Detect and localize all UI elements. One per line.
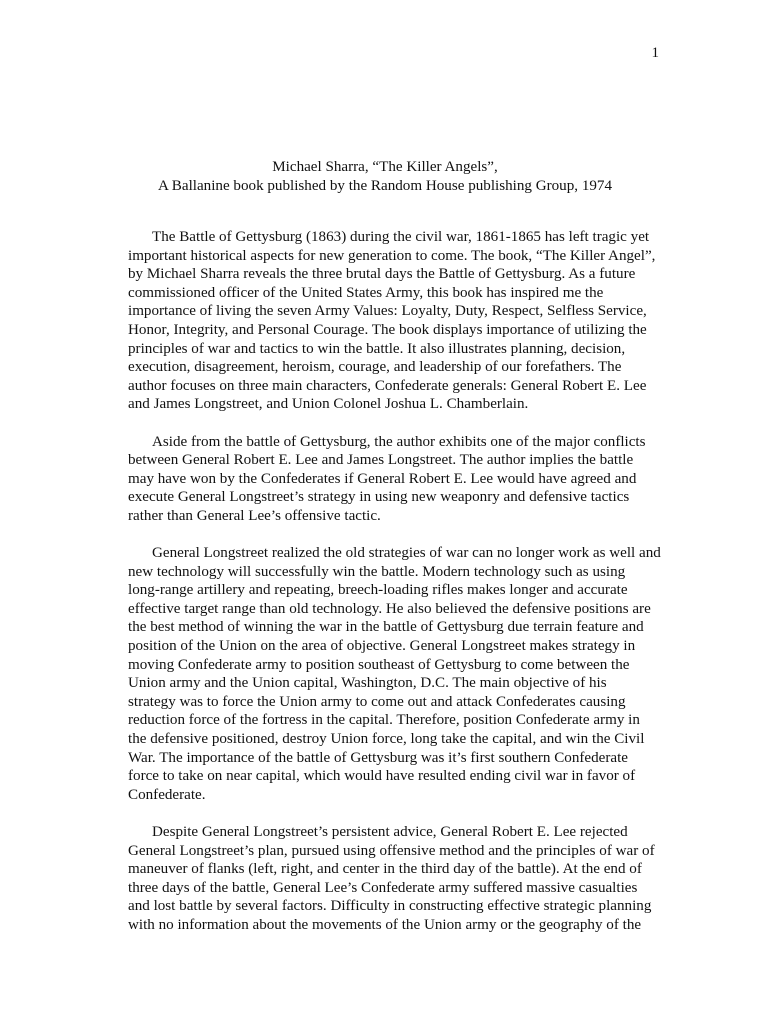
paragraph-line: author focuses on three main characters, Confederate generals: General Robert E. Lee [128, 377, 647, 394]
paragraph-line: principles of war and tactics to win the battle. It also illustrates planning, decision, [128, 340, 626, 357]
paragraph-line: three days of the battle, General Lee’s Confederate army suffered massive casualties [128, 879, 638, 896]
paragraph-line: the best method of winning the war in the battle of Gettysburg due terrain feature and [128, 619, 644, 636]
paragraph-line: important historical aspects for new generation to come. The book, “The Killer Angel”, [128, 247, 656, 264]
paragraph-line: Aside from the battle of Gettysburg, the author exhibits one of the major conflicts [152, 433, 646, 450]
paragraph-line: Union army and the Union capital, Washington, D.C. The main objective of his [128, 675, 607, 692]
paragraph-line: War. The importance of the battle of Gettysburg was it’s first southern Confederate [128, 749, 628, 766]
paragraph-line: position of the Union on the area of objective. General Longstreet makes strategy in [128, 638, 636, 655]
citation-heading [128, 158, 642, 195]
paragraph-line: Despite General Longstreet’s persistent advice, General Robert E. Lee rejected [152, 824, 628, 840]
paragraph-line: effective target range than old technology. He also believed the defensive positions are [128, 600, 651, 617]
essay-paragraph [128, 433, 648, 526]
paragraph-line: General Longstreet realized the old strategies of war can no longer work as well and [152, 545, 661, 562]
essay-body [128, 228, 661, 953]
paragraph-line: rather than General Lee’s offensive tactic. [128, 507, 381, 524]
paragraph-line: maneuver of flanks (left, right, and center in the third day of the battle). At the end of [128, 861, 642, 878]
paragraph-line: may have won by the Confederates if General Robert E. Lee would have agreed and [128, 470, 637, 487]
paragraph-line: Honor, Integrity, and Personal Courage. The book displays importance of utilizing the [128, 321, 647, 338]
citation-line: Michael Sharra, “The Killer Angels”, [272, 159, 498, 175]
paragraph-line: execution, disagreement, heroism, courage, and leadership of our forefathers. The [128, 359, 622, 376]
page-number: 1 [651, 45, 659, 61]
paragraph-line: with no information about the movements of the Union army or the geography of the [128, 916, 642, 933]
paragraph-line: The Battle of Gettysburg (1863) during the civil war, 1861-1865 has left tragic yet [152, 229, 650, 245]
paragraph-line: and lost battle by several factors. Difficulty in constructing effective strategic planning [128, 898, 652, 915]
paragraph-line: General Longstreet’s plan, pursued using offensive method and the principles of war of [128, 842, 655, 859]
paragraph-line: Confederate. [128, 786, 206, 803]
essay-paragraph [128, 544, 661, 804]
paragraph-line: importance of living the seven Army Values: Loyalty, Duty, Respect, Selfless Service, [128, 303, 647, 320]
paragraph-line: the defensive positioned, destroy Union force, long take the capital, and win the Civil [128, 731, 645, 748]
paragraph-line: and James Longstreet, and Union Colonel Joshua L. Chamberlain. [128, 396, 529, 413]
paragraph-line: execute General Longstreet’s strategy in using new weaponry and defensive tactics [128, 489, 630, 506]
citation-line: A Ballanine book published by the Random House publishing Group, 1974 [157, 177, 613, 194]
paragraph-line: moving Confederate army to position southeast of Gettysburg to come between the [128, 656, 630, 673]
essay-paragraph [128, 823, 655, 935]
paragraph-line: new technology will successfully win the battle. Modern technology such as using [128, 563, 626, 580]
paragraph-line: reduction force of the fortress in the capital. Therefore, position Confederate army in [128, 712, 640, 729]
paragraph-line: long-range artillery and repeating, breech-loading rifles makes longer and accurate [128, 582, 628, 599]
paragraph-line: commissioned officer of the United States Army, this book has inspired me the [128, 284, 604, 301]
paragraph-line: strategy was to force the Union army to come out and attack Confederates causing [128, 693, 626, 710]
paragraph-line: by Michael Sharra reveals the three brutal days the Battle of Gettysburg. As a future [128, 266, 636, 283]
paragraph-line: between General Robert E. Lee and James Longstreet. The author implies the battle [128, 452, 634, 469]
paragraph-line: force to take on near capital, which would have resulted ending civil war in favor of [128, 768, 636, 785]
essay-paragraph [128, 228, 656, 414]
